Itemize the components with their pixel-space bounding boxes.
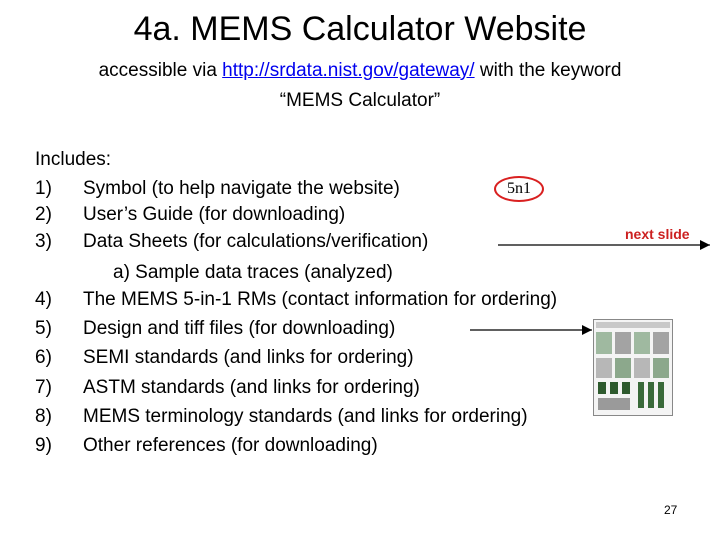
- gateway-link[interactable]: http://srdata.nist.gov/gateway/: [222, 60, 475, 81]
- page-number: 27: [664, 503, 678, 517]
- subtitle-prefix: accessible via: [98, 60, 223, 81]
- subtitle-keyword: “MEMS Calculator”: [279, 90, 441, 111]
- next-slide-arrow: [498, 240, 710, 250]
- 5n1-symbol: 5n1: [494, 176, 544, 202]
- list-item: SEMI standards (and links for ordering): [83, 347, 414, 368]
- item-number: 8): [35, 406, 52, 427]
- slide-title: 4a. MEMS Calculator Website: [133, 10, 587, 48]
- next-slide-label: next slide: [625, 226, 690, 242]
- list-item: MEMS terminology standards (and links for ordering): [83, 406, 528, 427]
- subtitle-suffix: with the keyword: [474, 60, 622, 81]
- item-number: 2): [35, 204, 52, 225]
- list-item: Data Sheets (for calculations/verification): [83, 231, 429, 252]
- design-files-arrow: [470, 325, 592, 335]
- design-file-thumbnail: [593, 319, 673, 416]
- includes-label: Includes:: [35, 149, 112, 170]
- list-item: Design and tiff files (for downloading): [83, 318, 396, 339]
- list-subitem: a) Sample data traces (analyzed): [113, 262, 393, 283]
- list-item: Other references (for downloading): [83, 435, 378, 456]
- list-item: The MEMS 5-in-1 RMs (contact information for ordering): [83, 289, 558, 310]
- item-number: 7): [35, 377, 52, 398]
- list-item: ASTM standards (and links for ordering): [83, 377, 420, 398]
- item-number: 4): [35, 289, 52, 310]
- list-item: Symbol (to help navigate the website): [83, 178, 400, 199]
- layout-pattern: [594, 320, 672, 415]
- item-number: 3): [35, 231, 52, 252]
- item-number: 9): [35, 435, 52, 456]
- list-item: User’s Guide (for downloading): [83, 204, 346, 225]
- item-number: 6): [35, 347, 52, 368]
- item-number: 1): [35, 178, 52, 199]
- item-number: 5): [35, 318, 52, 339]
